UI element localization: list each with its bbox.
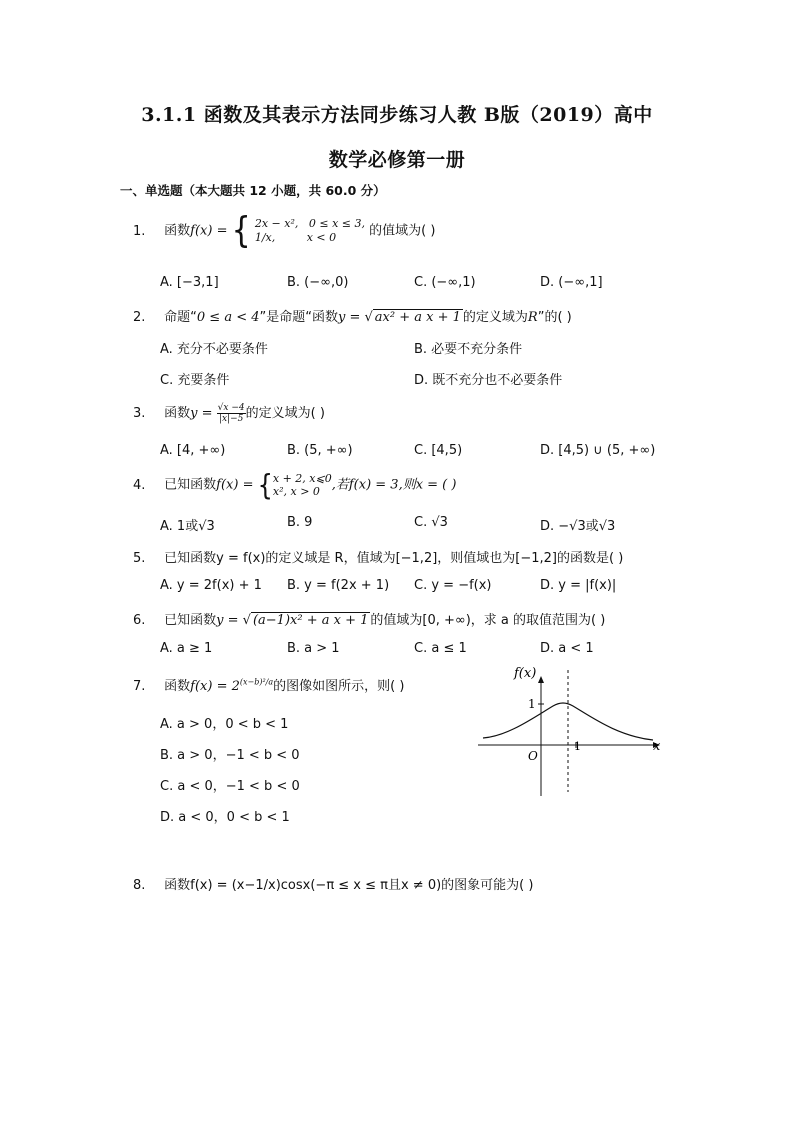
document-title-line1: 3.1.1 函数及其表示方法同步练习人教 B版（2019）高中 [141, 104, 653, 126]
y-axis-label: f(x) [514, 666, 537, 681]
x-axis-label: x [653, 739, 661, 754]
question-text: ”的( ) [537, 310, 572, 325]
option-c[interactable]: C. a ≤ 1 [414, 641, 467, 656]
option-c[interactable]: C. [4,5) [414, 443, 463, 458]
question-8 [133, 874, 533, 893]
option-b[interactable]: B. y = f(2x + 1) [287, 578, 390, 593]
exponent: (x−b)²/a [239, 677, 274, 687]
question-number: 2. [133, 310, 146, 325]
case2-expression: 1/x, [254, 231, 276, 244]
option-a[interactable]: A. 1或√3 [160, 519, 215, 534]
option-d[interactable]: D. a < 0，0 < b < 1 [160, 810, 290, 825]
option-b[interactable]: B. (5, +∞) [287, 443, 353, 458]
question-suffix: 的值域为[0, +∞)，求 a 的取值范围为( ) [370, 613, 606, 628]
question-text: 已知函数y = f(x)的定义域是 R，值域为[−1,2]，则值域也为[−1,2]的函数是( ) [164, 551, 624, 566]
question-number: 3. [133, 406, 146, 421]
question-prefix: 已知函数 [164, 613, 217, 628]
question-4 [133, 468, 457, 502]
brace-symbol: { [257, 468, 273, 502]
y-axis-arrow [538, 676, 544, 683]
option-a[interactable]: A. [4, +∞) [160, 443, 226, 458]
question-3 [133, 402, 325, 424]
question-prefix: 已知函数 [164, 477, 217, 493]
question-1 [133, 209, 436, 252]
option-d[interactable]: D. [4,5) ∪ (5, +∞) [540, 443, 656, 458]
option-c[interactable]: C. 充要条件 [160, 373, 230, 388]
question-prefix: 函数 [164, 679, 191, 694]
question-6: 6. 已知函数y = √ (a−1)x² + a x + 1 的值域为[0, +∞)，求 a 的取值范围为( ) [133, 613, 606, 628]
piecewise-cases [273, 472, 332, 498]
question-suffix: 的定义域为( ) [245, 406, 325, 421]
option-c[interactable]: C. √3 [414, 515, 448, 530]
option-b[interactable]: B. 9 [287, 515, 313, 530]
option-a[interactable]: A. a ≥ 1 [160, 641, 213, 656]
math-expression: y = [216, 613, 243, 628]
question-suffix: ,若f(x) = 3,则x = ( ) [331, 477, 457, 493]
option-d[interactable]: D. (−∞,1] [540, 275, 603, 290]
fraction [217, 403, 246, 424]
function-name: f(x) = [190, 223, 228, 239]
fraction-denominator: |x|−5 [218, 414, 244, 424]
option-b[interactable]: B. 必要不充分条件 [414, 342, 523, 357]
option-d[interactable]: D. −√3或√3 [540, 519, 616, 534]
math-expression: y = [337, 310, 365, 325]
option-c[interactable]: C. a < 0，−1 < b < 0 [160, 779, 300, 794]
math-expression: 0 ≤ a < 4 [196, 310, 260, 325]
question-suffix: 的值域为( ) [369, 223, 436, 239]
math-expression: R [527, 310, 538, 325]
option-b[interactable]: B. a > 1 [287, 641, 340, 656]
case2-condition: x < 0 [306, 231, 337, 244]
option-b[interactable]: B. a > 0，−1 < b < 0 [160, 748, 300, 763]
fraction-numerator: √x −4 [217, 403, 245, 413]
question-2: 2. 命题“0 ≤ a < 4”是命题“函数y = √ ax² + a x + 1 的定义域为R”的( ) [133, 310, 572, 325]
option-a[interactable]: A. [−3,1] [160, 275, 219, 290]
question-number: 7. [133, 679, 146, 694]
option-a[interactable]: A. y = 2f(x) + 1 [160, 578, 262, 593]
function-name: f(x) = [216, 477, 254, 493]
brace-symbol: { [231, 209, 251, 252]
origin-label: O [528, 749, 538, 763]
option-c[interactable]: C. y = −f(x) [414, 578, 492, 593]
question-suffix: 的图像如图所示，则( ) [273, 679, 405, 694]
option-a[interactable]: A. a > 0，0 < b < 1 [160, 717, 289, 732]
question-5 [133, 547, 623, 566]
radicand: (a−1)x² + a x + 1 [252, 613, 369, 628]
case2: x², x > 0 [272, 485, 320, 498]
option-c[interactable]: C. (−∞,1) [414, 275, 476, 290]
case1-condition: 0 ≤ x ≤ 3, [308, 217, 365, 230]
option-a[interactable]: A. 充分不必要条件 [160, 342, 268, 357]
option-d[interactable]: D. y = |f(x)| [540, 578, 617, 593]
radicand: ax² + a x + 1 [374, 310, 461, 325]
question-text: 的定义域为 [462, 310, 528, 325]
question-7 [133, 675, 404, 694]
question-number: 1. [133, 223, 146, 239]
question-text: 命题“ [164, 310, 197, 325]
document-title-line2: 数学必修第一册 [328, 149, 466, 171]
question-text: ”是命题“函数 [259, 310, 338, 325]
question-number: 4. [133, 477, 146, 493]
option-d[interactable]: D. a < 1 [540, 641, 594, 656]
question-text: 函数f(x) = (x−1/x)cosx(−π ≤ x ≤ π且x ≠ 0)的图象可能为( ) [164, 878, 534, 893]
tick-label-x: 1 [574, 740, 581, 753]
question-number: 8. [133, 878, 146, 893]
question-number: 6. [133, 613, 146, 628]
section-heading: 一、单选题（本大题共 12 小题，共 60.0 分） [120, 183, 386, 198]
tick-label-y: 1 [528, 697, 536, 711]
case1-expression: 2x − x², [254, 217, 299, 230]
math-expression: y = [190, 406, 213, 421]
question-prefix: 函数 [164, 223, 191, 239]
function-name: f(x) = 2 [190, 679, 240, 694]
function-graph [478, 660, 668, 800]
question-number: 5. [133, 551, 146, 566]
piecewise-cases [255, 217, 365, 245]
option-b[interactable]: B. (−∞,0) [287, 275, 349, 290]
case1: x + 2, x⩽0 [272, 472, 332, 485]
question-prefix: 函数 [164, 406, 191, 421]
option-d[interactable]: D. 既不充分也不必要条件 [414, 373, 563, 388]
